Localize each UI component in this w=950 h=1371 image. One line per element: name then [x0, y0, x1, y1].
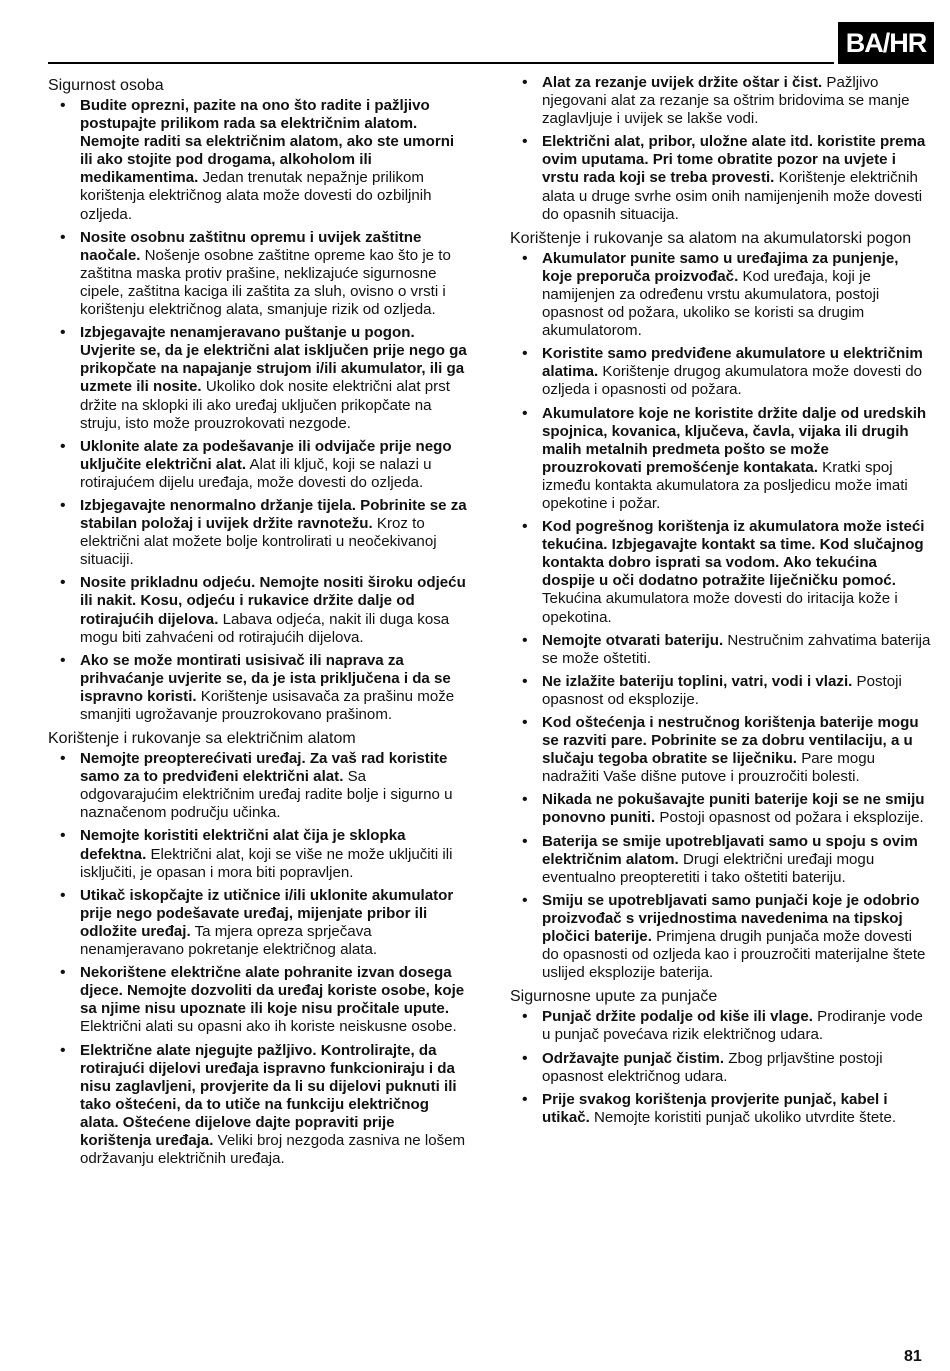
bullet-bold-text: Smiju se upotrebljavati samo punjači koje je odobrio proizvođač s vrijednostima navedenima na tipskoj pločici baterije. — [542, 891, 920, 946]
section — [510, 229, 932, 983]
bullet-item — [48, 964, 468, 1036]
bullet-item — [48, 750, 468, 822]
section-heading: Korištenje i rukovanje sa alatom na akumulatorski pogon — [510, 229, 912, 247]
bullet-text: Alat ili ključ, koji se nalazi u rotirajućem dijelu uređaja, može dovesti do ozljeda. — [80, 455, 432, 491]
bullet-text: Pare mogu nadražiti Vaše dišne putove i prouzročiti bolesti. — [542, 750, 876, 786]
bullet-item — [510, 345, 932, 399]
bullet-item — [510, 405, 932, 514]
bullet-bold-text: Alat za rezanje uvijek držite oštar i čist. — [542, 74, 823, 91]
bullet-text: Primjena drugih punjača može dovesti do opasnosti od ozljeda kao i prouzročiti materijalne štete uslijed eksplozije baterija. — [542, 928, 926, 982]
bullet-bold-text: Električni alat, pribor, uložne alate itd. koristite prema ovim uputama. Pri tome obratite pozor na uvjete i vrstu rada koji se treba provesti. — [542, 133, 926, 187]
bullet-list — [48, 750, 468, 1168]
bullet-text: Električni alat, koji se više ne može uključiti ili isključiti, je opasan i mora biti popravljen. — [80, 845, 453, 881]
bullet-bold-text: Nemojte koristiti električni alat čija je sklopka defektna. — [80, 827, 406, 863]
bullet-item — [48, 887, 468, 959]
bullet-text: Zbog prljavštine postoji opasnost električnog udara. — [542, 1049, 883, 1085]
bullet-bold-text: Akumulatore koje ne koristite držite dalje od uredskih spojnica, kovanica, ključeva, čavla, vijaka ili drugih malih metalnih predmeta pošto se može prouzrokovati premošćenje kontakata. — [542, 404, 927, 476]
bullet-item — [48, 324, 468, 433]
bullet-text: Korištenje drugog akumulatora može dovesti do ozljeda i opasnosti od požara. — [542, 363, 923, 399]
bullet-item — [510, 1091, 932, 1127]
bullet-text: Kod uređaja, koji je namijenjen za određenu vrstu akumulatora, postoji opasnost od požara, ukoliko se koristi sa drugim akumulatorom. — [542, 267, 880, 340]
bullet-item — [510, 673, 932, 709]
bullet-bold-text: Nikada ne pokušavajte puniti baterije koji se ne smiju ponovno puniti. — [542, 791, 925, 827]
bullet-bold-text: Održavajte punjač čistim. — [542, 1049, 725, 1067]
section — [510, 987, 932, 1127]
bullet-bold-text: Nekorištene električne alate pohranite izvan dosega djece. Nemojte dozvoliti da uređaj koriste osobe, koje sa njime nisu upoznate ili koje nisu pročitale upute. — [80, 964, 465, 1018]
bullet-text: Kroz to električni alat možete bolje kontrolirati u neočekivanoj situaciji. — [80, 515, 437, 569]
bullet-bold-text: Električne alate njegujte pažljivo. Kontrolirajte, da rotirajući dijelovi uređaja ispravno funkcioniraju i da nisu zaglavljeni, provjerite da li su dijelovi puknuti ili tako oštećeni, da to utiče na funkciju električnog alata. Oštećene dijelove dajte popraviti prije korištenja uređaja. — [80, 1041, 457, 1149]
bullet-bold-text: Prije svakog korištenja provjerite punjač, kabel i utikač. — [542, 1090, 888, 1126]
bullet-item — [48, 652, 468, 724]
bullet-text: Labava odjeća, nakit ili duga kosa mogu biti zahvaćeni od rotirajućih dijelova. — [80, 610, 450, 646]
bullet-list — [510, 74, 932, 224]
bullet-item — [48, 574, 468, 646]
left-column — [48, 74, 468, 1173]
bullet-item — [48, 497, 468, 569]
bullet-text: Električni alati su opasni ako ih koriste neiskusne osobe. — [80, 1018, 457, 1036]
bullet-item — [510, 74, 932, 128]
bullet-item — [48, 97, 468, 224]
header-rule — [48, 62, 834, 64]
bullet-item — [510, 714, 932, 786]
section — [510, 74, 932, 224]
bullet-list — [48, 97, 468, 724]
bullet-text: Nemojte koristiti punjač ukoliko utvrdite štete. — [589, 1108, 897, 1126]
bullet-text: Veliki broj nezgoda zasniva ne lošem održavanju električnih uređaja. — [80, 1131, 466, 1168]
bullet-text: Ta mjera opreza sprječava nenamjeravano pokretanje električnog alata. — [80, 922, 378, 959]
bullet-text: Nošenje osobne zaštitne opreme kao što je to zaštitna maska protiv prašine, neklizajuće sigurnosne cipele, zaštitna kaciga ili zaštita za sluh, ovisno o vrsti i korištenju električnog alata, smanjuje rizik od ozljeda. — [80, 246, 451, 319]
bullet-bold-text: Izbjegavajte nenamjeravano puštanje u pogon. Uvjerite se, da je električni alat isključen prije nego ga prikopčate na napajanje strujom i/ili akumulator, ili ga uzmete ili nosite. — [80, 324, 467, 396]
bullet-bold-text: Akumulator punite samo u uređajima za punjenje, koje preporuča proizvođač. — [542, 249, 899, 285]
bullet-text: Postoji opasnost od eksplozije. — [542, 672, 902, 708]
bullet-bold-text: Ako se može montirati usisivač ili naprava za prihvaćanje uvjerite se, da je ista priključena i da se ispravno koristi. — [80, 651, 451, 705]
bullet-bold-text: Budite oprezni, pazite na ono što radite i pažljivo postupajte prilikom rada sa električnim alatom. Nemojte raditi sa električnim alatom, ako ste umorni ili ako stojite pod drogama, alkoholom ili medikamentima. — [80, 97, 455, 187]
bullet-item — [510, 518, 932, 627]
section — [48, 76, 468, 724]
bullet-bold-text: Baterija se smije upotrebljavati samo u spoju s ovim električnim alatom. — [542, 832, 918, 868]
bullet-item — [510, 250, 932, 340]
bullet-text: Jedan trenutak nepažnje prilikom korištenja električnog alata može dovesti do ozbiljnih ozljeda. — [80, 169, 432, 223]
bullet-bold-text: Nosite prikladnu odjeću. Nemojte nositi široku odjeću ili nakit. Kosu, odjeću i rukavice držite dalje od rotirajućih dijelova. — [80, 574, 466, 628]
bullet-text: Postoji opasnost od požara i eksplozije. — [655, 809, 924, 827]
bullet-item — [48, 827, 468, 881]
bullet-text: Tekućina akumulatora može dovesti do iritacija kože i opekotina. — [542, 590, 898, 626]
bullet-item — [48, 1042, 468, 1169]
bullet-bold-text: Kod pogrešnog korištenja iz akumulatora može isteći tekućina. Izbjegavajte kontakt sa time. Kod slučajnog kontakta dobro isprati sa vodom. Ako tekućina dospije u oči dodatno potražite liječničku pomoć. — [542, 518, 925, 590]
bullet-bold-text: Nosite osobnu zaštitnu opremu i uvijek zaštitne naočale. — [80, 228, 422, 264]
bullet-bold-text: Izbjegavajte nenormalno držanje tijela. Pobrinite se za stabilan položaj i uvijek držite ravnotežu. — [80, 496, 467, 533]
bullet-bold-text: Koristite samo predviđene akumulatore u električnim alatima. — [542, 345, 923, 381]
bullet-bold-text: Uklonite alate za podešavanje ili odvijače prije nego uključite električni alat. — [80, 437, 452, 473]
bullet-text: Korištenje električnih alata u druge svrhe osim onih namijenjenih može dovesti do opasnih situacija. — [542, 169, 923, 223]
bullet-list — [510, 1008, 932, 1127]
bullet-item — [48, 229, 468, 319]
bullet-bold-text: Nemojte otvarati bateriju. — [542, 631, 724, 649]
bullet-item — [510, 791, 932, 827]
bullet-item — [510, 833, 932, 887]
bullet-text: Nestručnim zahvatima baterija se može oštetiti. — [542, 631, 931, 667]
bullet-item — [510, 632, 932, 668]
bullet-bold-text: Punjač držite podalje od kiše ili vlage. — [542, 1008, 813, 1026]
bullet-item — [510, 1008, 932, 1044]
bullet-list — [510, 250, 932, 983]
section-heading: Sigurnost osoba — [48, 77, 164, 94]
bullet-bold-text: Ne izlažite bateriju toplini, vatri, vodi i vlazi. — [542, 672, 853, 690]
bullet-text: Korištenje usisavača za prašinu može smanjiti ugrožavanje prouzrokovano prašinom. — [80, 687, 455, 723]
section-heading: Korištenje i rukovanje sa električnim alatom — [48, 730, 356, 748]
bullet-item — [48, 438, 468, 492]
bullet-text: Pažljivo njegovani alat za rezanje sa oštrim bridovima se manje zaglavljuje i uvijek se lakše vodi. — [542, 74, 910, 128]
bullet-item — [510, 892, 932, 982]
bullet-bold-text: Utikač iskopčajte iz utičnice i/ili uklonite akumulator prije nego podešavate uređaj, mijenjate pribor ili odložite uređaj. — [80, 886, 454, 940]
bullet-text: Drugi električni uređaji mogu eventualno preopteretiti i tako oštetiti bateriju. — [542, 850, 875, 886]
bullet-item — [510, 133, 932, 223]
language-badge: BA/HR — [838, 22, 934, 64]
section-heading: Sigurnosne upute za punjače — [510, 988, 718, 1006]
bullet-text: Ukoliko dok nosite električni alat prst držite na sklopki ili ako uređaj uključen prikopčate na struju, isto može prouzrokovati nezgode. — [80, 378, 450, 432]
bullet-text: Sa odgovarajućim električnim uređaj radite bolje i sigurno u naznačenom području učinka. — [80, 768, 453, 822]
section — [48, 729, 468, 1168]
bullet-text: Prodiranje vode u punjač povećava rizik električnog udara. — [542, 1008, 923, 1044]
bullet-text: Kratki spoj između kontakta akumulatora za posljedicu može imati opekotine i požar. — [542, 458, 908, 512]
page-number: 81 — [904, 1348, 922, 1365]
bullet-item — [510, 1050, 932, 1086]
bullet-bold-text: Kod oštećenja i nestručnog korištenja baterije mogu se razviti pare. Pobrinite se za dobru ventilaciju, a u slučaju tegoba obratite se liječniku. — [542, 714, 919, 768]
right-column — [510, 74, 932, 1132]
bullet-bold-text: Nemojte preopterećivati uređaj. Za vaš rad koristite samo za to predviđeni električni alat. — [80, 750, 448, 786]
